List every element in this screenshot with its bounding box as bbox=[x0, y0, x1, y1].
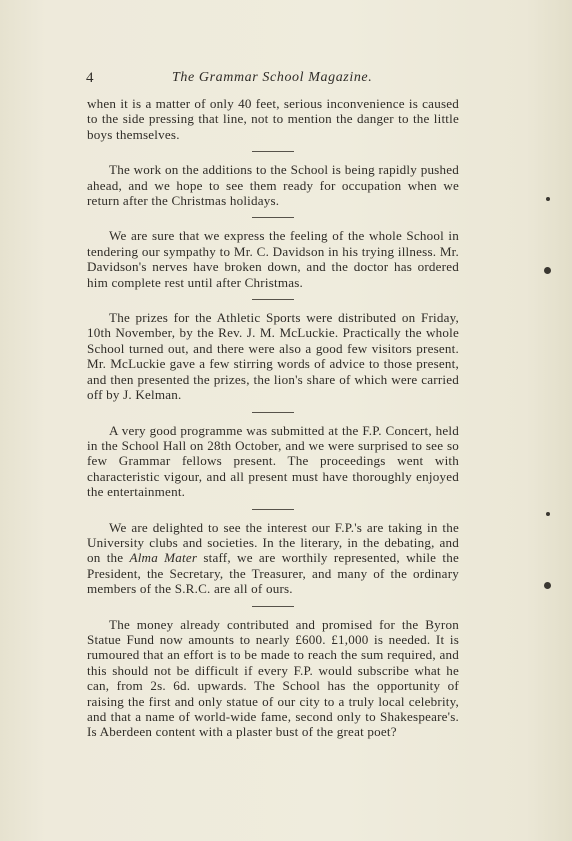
article-body bbox=[87, 96, 459, 740]
paragraph-fp-concert: A very good programme was submitted at the F.P. Concert, held in the School Hall on 28th October, and we were surprised to see so few Grammar fellows present. The proceedings went with characteristic vigour, and all present must have thoroughly enjoyed the entertainment. bbox=[87, 422, 459, 500]
margin-mark bbox=[546, 512, 550, 516]
paragraph-byron-statue: The money already contributed and promised for the Byron Statue Fund now amounts to nearly £600. £1,000 is needed. It is rumoured that an effort is to be made to reach the sum required, and this should not be difficult if every F.P. would subscribe what he can, from 2s. 6d. upwards. The School has the opportunity of raising the first and only statue of our city to a truly local celebrity, and that a name of world-wide fame, second only to Shakespeare's. Is Aberdeen content with a plaster bust of the great poet? bbox=[87, 616, 459, 740]
paragraph-text-start: We are delighted to see the interest our F.P.'s are taking in the University clubs and societies. In the literary, in the debating, and on the bbox=[87, 519, 459, 566]
section-divider bbox=[252, 606, 294, 607]
margin-mark bbox=[546, 197, 550, 201]
section-divider bbox=[252, 509, 294, 510]
paragraph-school-additions: The work on the additions to the School is being rapidly pushed ahead, and we hope to see them ready for occupation when we return after the Christmas holidays. bbox=[87, 162, 459, 209]
section-divider bbox=[252, 412, 294, 413]
paragraph-athletic-prizes: The prizes for the Athletic Sports were distributed on Friday, 10th November, by the Rev. J. M. McLuckie. Practically the whole School turned out, and there were also a good few visitors present. Mr. McLuckie gave a few stirring words of advice to those present, and then presented the prizes, the lion's share of which were carried off by J. Kelman. bbox=[87, 310, 459, 403]
paragraph-university-clubs bbox=[87, 520, 459, 597]
running-title: The Grammar School Magazine. bbox=[172, 70, 373, 85]
margin-mark bbox=[544, 267, 551, 274]
paragraph-text-end: staff, we are worthily represented, while the President, the Secretary, the Treasurer, and many of the ordinary members of the S.R.C. are all of ours. bbox=[87, 550, 459, 597]
section-divider bbox=[252, 151, 294, 152]
paragraph-continuation: when it is a matter of only 40 feet, serious inconvenience is caused to the side pressing that line, not to mention the danger to the little boys themselves. bbox=[87, 96, 459, 142]
margin-mark bbox=[544, 582, 551, 589]
page-number: 4 bbox=[86, 70, 94, 86]
paragraph-davidson-illness: We are sure that we express the feeling of the whole School in tendering our sympathy to Mr. C. Davidson in his trying illness. Mr. Davidson's nerves have broken down, and the doctor has ordered him complete rest until after Christmas. bbox=[87, 228, 459, 290]
section-divider bbox=[252, 217, 294, 218]
alma-mater-italic: Alma Mater bbox=[129, 550, 198, 566]
section-divider bbox=[252, 299, 294, 300]
